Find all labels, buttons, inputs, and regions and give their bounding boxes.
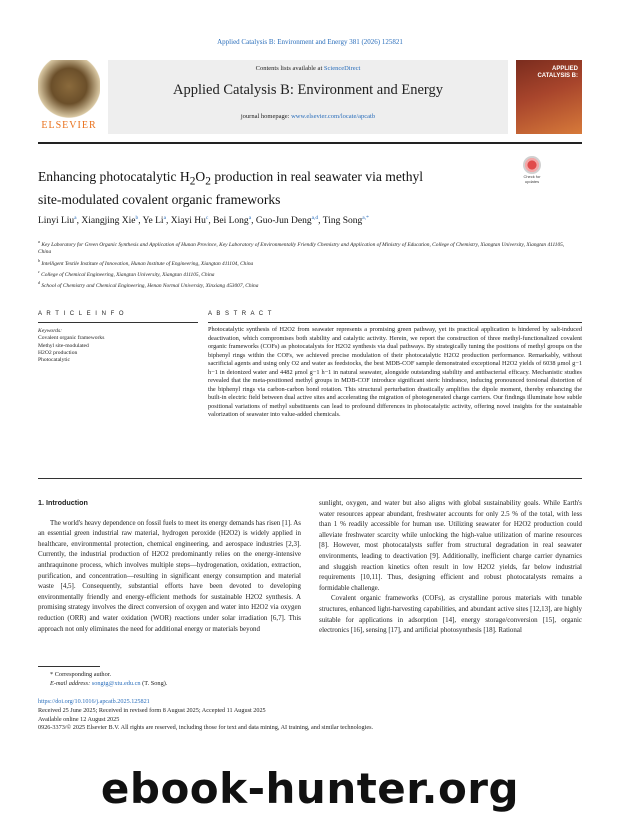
online-date: Available online 12 August 2025 xyxy=(38,715,120,723)
affiliation-mark: a xyxy=(38,239,40,244)
keywords-block xyxy=(38,328,198,364)
body-column-left xyxy=(38,498,301,634)
title-subscript: 2 xyxy=(205,175,211,188)
author-name[interactable]: Linyi Liu xyxy=(38,216,75,227)
author-affiliation-mark[interactable]: a,* xyxy=(362,215,369,221)
title-subscript: 2 xyxy=(189,175,196,188)
copyright-line: 0926-3373/© 2025 Elsevier B.V. All rights are reserved, including those for text and data mining, AI training, and similar technologies. xyxy=(38,724,374,732)
affiliation xyxy=(38,238,578,257)
corresponding-label: Corresponding author. xyxy=(54,671,112,678)
affiliation xyxy=(38,279,578,290)
journal-masthead xyxy=(38,60,582,138)
affiliation-text: College of Chemical Engineering, Xiangtan University, Xiangtan 411105, China xyxy=(39,271,215,278)
body-paragraph: The world's heavy dependence on fossil fuels to meet its energy demands has risen [1]. As an essential green industrial raw material, hydrogen peroxide (H2O2) is widely applied in healthcare, environmental protection, chemical engineering, and aerospace industries [2,3]. Currently, the industrial production of H2O2 predominantly relies on the energy-intensive anthraquinone process, which involves multiple steps—hydrogenation, oxidation, extraction, purification, and concentration—resulting in significant energy consumption and material waste [4,5]. Consequently, substantial efforts have been devoted to developing environmentally friendly and energy-efficient methods for sustainable H2O2 synthesis. A promising strategy involves the direct conversion of oxygen and water into H2O2 via oxygen reduction (ORR) and water oxidation (WOR) reactions under solar irradiation [6,7]. This approach not only eliminates the need for additional energy or materials beyond xyxy=(38,518,301,633)
email-line xyxy=(50,679,310,688)
keyword: Covalent organic frameworks xyxy=(38,335,105,342)
author-affiliation-mark[interactable]: a xyxy=(248,215,252,221)
email-link[interactable]: songtg@xtu.edu.cn xyxy=(91,680,141,687)
abstract-heading: A B S T R A C T xyxy=(208,311,273,317)
affiliation-text: Key Laboratory for Green Organic Synthesis and Application of Hunan Province, Key Laboratory of Environmentally Friendly Chemistry and Application of Ministry of Education, College of Chemistry, Xiangtan University, Xiangtan 411105, China xyxy=(38,241,565,256)
elsevier-tree-icon xyxy=(38,60,100,118)
article-title xyxy=(38,168,508,208)
body-paragraph: Covalent organic frameworks (COFs), as crystalline porous materials with tunable structures, enhanced light-harvesting capabilities, and abundant active sites [12,13], are highly suitable for applications in adsorption [14], energy storage/conversion [15], organic electronics [16], sensing [17], and artificial photosynthesis [18]. Rational xyxy=(319,594,582,635)
affiliation xyxy=(38,268,578,279)
watermark: ebook-hunter.org xyxy=(100,764,520,813)
footnote xyxy=(50,670,310,688)
journal-cover-image: APPLIED CATALYSIS B: xyxy=(516,60,582,134)
section-heading: 1. Introduction xyxy=(38,498,88,507)
title-part: Enhancing photocatalytic H xyxy=(38,169,190,184)
article-info-heading: A R T I C L E I N F O xyxy=(38,311,126,317)
author-name[interactable]: Bei Long xyxy=(213,216,249,227)
contents-line xyxy=(108,65,508,72)
received-dates: Received 25 June 2025; Received in revised form 8 August 2025; Accepted 11 August 2025 xyxy=(38,706,266,714)
corresponding-author-note xyxy=(50,670,310,679)
homepage-link[interactable]: www.elsevier.com/locate/apcatb xyxy=(291,113,376,120)
keyword: Methyl site-modulated xyxy=(38,342,89,349)
sciencedirect-link[interactable]: ScienceDirect xyxy=(323,65,361,72)
keyword: H2O2 production xyxy=(38,349,78,356)
running-head[interactable]: Applied Catalysis B: Environment and Energy 381 (2026) 125821 xyxy=(217,38,403,46)
journal-title: Applied Catalysis B: Environment and Energy xyxy=(173,82,443,98)
masthead-banner xyxy=(108,60,508,134)
homepage-prefix: journal homepage: xyxy=(240,113,292,120)
email-suffix: (T. Song). xyxy=(140,680,168,687)
author-name[interactable]: Ting Song xyxy=(322,216,363,227)
author-affiliation-mark[interactable]: a,d xyxy=(311,215,319,221)
affiliation-mark: b xyxy=(38,257,40,263)
author-name[interactable]: Guo-Jun Deng xyxy=(255,216,312,227)
footnote-divider xyxy=(38,666,100,667)
keywords-label: Keywords: xyxy=(38,328,63,334)
title-part: O xyxy=(195,169,206,184)
body-paragraph: sunlight, oxygen, and water but also aligns with global sustainability goals. While Earth's water resources appear abundant, freshwater accounts for only 2.5 % of the total, with less than 1 % readily accessible for human use. Utilizing seawater for H2O2 production could alleviate freshwater scarcity while unlocking the high-value utilization of marine resources [8]. However, most photocatalysts suffer from structural degradation in real seawater environments, leading to deactivation [9]. Additionally, inefficient charge carrier dynamics and sluggish reaction kinetics often result in low H2O2 yields, far below industrial requirements [10,11]. Thus, designing efficient and robust photocatalysts remains a formidable challenge. xyxy=(319,499,582,592)
author-name[interactable]: Xiangjing Xie xyxy=(81,216,136,227)
title-part: site-modulated covalent organic frameworks xyxy=(38,191,281,207)
body-column-right xyxy=(319,498,582,636)
affiliation-mark: c xyxy=(38,269,40,275)
affiliation-mark: d xyxy=(38,280,40,286)
header-divider xyxy=(38,142,582,144)
contents-prefix: Contents lists available at xyxy=(255,65,324,72)
check-updates-icon xyxy=(523,156,541,174)
author-list: Linyi Liu$^a$, Xiangjing Xie$^b$, Ye Li$^a$, Xiayi Hu$^c$, Bei Long$^a$, Guo-Jun Deng$^{a,d}$, Ting Song$^{a,*}$ xyxy=(38,215,369,227)
check-updates-label: Check for updates xyxy=(523,174,541,184)
author-affiliation-mark[interactable]: a xyxy=(163,215,167,221)
title-part: production in real seawater via methyl xyxy=(210,169,424,184)
elsevier-logo xyxy=(38,60,100,132)
affiliations xyxy=(38,238,578,291)
author-name[interactable]: Xiayi Hu xyxy=(170,216,206,227)
author-affiliation-mark[interactable]: a xyxy=(74,215,77,221)
author-affiliation-mark[interactable]: c xyxy=(205,215,209,221)
article-metadata xyxy=(38,698,582,733)
affiliation xyxy=(38,257,578,268)
footnote-mark: * xyxy=(50,671,54,678)
abstract-bottom-divider xyxy=(38,478,582,479)
homepage-line xyxy=(108,113,508,120)
keyword: Photocatalytic xyxy=(38,357,71,364)
publisher-name: ELSEVIER xyxy=(41,120,97,131)
affiliation-text: Intelligent Textile Institute of Innovation, Hunan Institute of Engineering, Xiangtan 411104, China xyxy=(40,260,254,267)
email-label: E-mail address: xyxy=(50,680,91,687)
doi-link[interactable]: https://doi.org/10.1016/j.apcatb.2025.125821 xyxy=(38,698,150,705)
article-info-divider xyxy=(38,322,198,323)
author-affiliation-mark[interactable]: b xyxy=(135,215,139,221)
check-for-updates-button[interactable] xyxy=(516,156,548,186)
abstract-divider xyxy=(208,322,582,323)
affiliation-text: School of Chemistry and Chemical Engineering, Henan Normal University, Xinxiang 453007, China xyxy=(40,283,259,290)
abstract-text: Photocatalytic synthesis of H2O2 from seawater represents a promising green pathway, yet its practical application is hindered by salt-induced deactivation, which compromises both stability and catalytic activity. Herein, we report the construction of three methyl-functionalized covalent organic frameworks (COFs) as photocatalysts for H2O2 synthesis via dual pathways. By strategically tuning the positions of methyl groups on the biphenyl rings within the COFs, we achieved precise modulation of their photocatalytic H2O2 production performance. Remarkably, without sacrificial agents and using only O2 and water as feedstocks, the best MDB-COF sample demonstrated exceptional H2O2 yields of 6038 μmol g−1 h−1 in deionized water and 4482 μmol g−1 h−1 in natural seawater, alongside outstanding stability and antibacterial efficacy. Mechanistic studies revealed that the meta-positioned methyl groups in MDB-COF introduce significant steric hindrance, inducing pronounced torsional distortion of the biphenyl rings via carbon-carbon bond rotation. This structural perturbation drastically amplifies the dipole moment, thereby enhancing the built-in electric field between dual active sites and accelerating the migration of photogenerated charge carriers. Our findings illuminate how subtle positional variations of methyl substituents can lead to profound differences in photocatalytic activity, offering novel insights for the sustainable valorization of seawater into value-added chemicals. xyxy=(208,326,582,419)
author-name[interactable]: Ye Li xyxy=(142,216,164,227)
